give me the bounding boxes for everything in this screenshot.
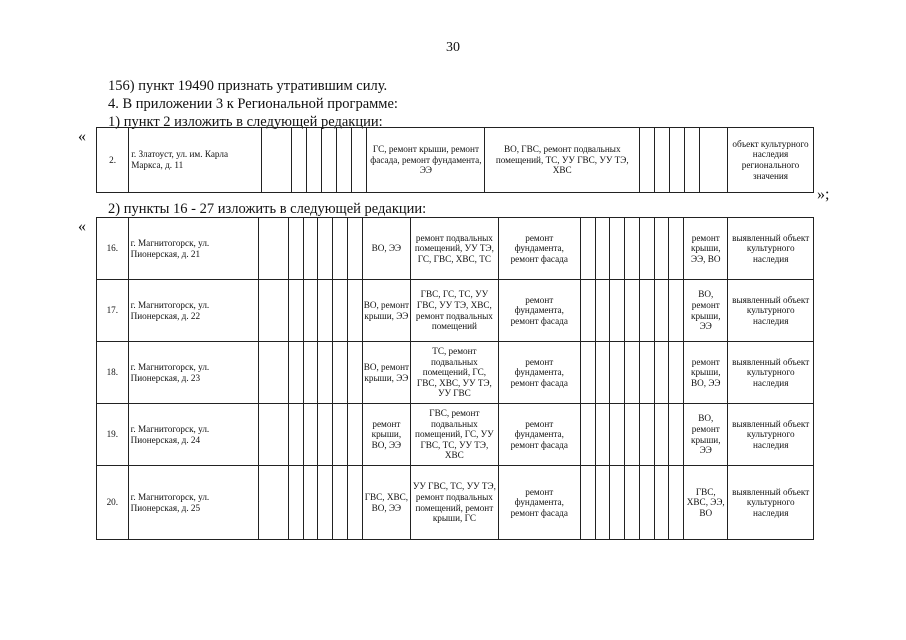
table-row (97, 218, 814, 280)
row-address: г. Магнитогорск, ул. Пионерская, д. 21 (128, 218, 259, 280)
text-line-156: 156) пункт 19490 признать утратившим силу. (108, 78, 388, 94)
row-number: 17. (97, 280, 129, 342)
row-number: 18. (97, 342, 129, 404)
table-point-2 (96, 127, 814, 193)
row-works-c2: ремонт подвальных помещений, УУ ТЭ, ГС, ГВС, ХВС, ТС (411, 218, 499, 280)
row-address: г. Магнитогорск, ул. Пионерская, д. 23 (128, 342, 259, 404)
row-works-c2: ГВС, ГС, ТС, УУ ГВС, УУ ТЭ, ХВС, ремонт подвальных помещений (411, 280, 499, 342)
row-address: г. Магнитогорск, ул. Пионерская, д. 22 (128, 280, 259, 342)
row-works-c2: УУ ГВС, ТС, УУ ТЭ, ремонт подвальных помещений, ремонт крыши, ГС (411, 466, 499, 540)
row-works-c1: ВО, ремонт крыши, ЭЭ (362, 342, 411, 404)
row-works-c3: ремонт фундамента, ремонт фасада (498, 218, 580, 280)
table-row (97, 280, 814, 342)
text-line-appendix: 4. В приложении 3 к Региональной программе: (108, 96, 398, 112)
row-works-c4: ВО, ремонт крыши, ЭЭ (684, 404, 728, 466)
row-works-a: ГС, ремонт крыши, ремонт фасада, ремонт фундамента, ЭЭ (367, 128, 485, 193)
text-line-point2: 1) пункт 2 изложить в следующей редакции: (108, 114, 383, 130)
row-note: объект культурного наследия регионального значения (728, 128, 814, 193)
row-works-c4: ремонт крыши, ВО, ЭЭ (684, 342, 728, 404)
open-quote: « (78, 218, 86, 235)
row-works-c3: ремонт фундамента, ремонт фасада (498, 466, 580, 540)
row-address: г. Магнитогорск, ул. Пионерская, д. 24 (128, 404, 259, 466)
close-quote: »; (817, 186, 830, 203)
table-row (97, 128, 814, 193)
row-address: г. Магнитогорск, ул. Пионерская, д. 25 (128, 466, 259, 540)
row-works-c2: ГВС, ремонт подвальных помещений, ГС, УУ ГВС, ТС, УУ ТЭ, ХВС (411, 404, 499, 466)
row-number: 2. (97, 128, 129, 193)
row-works-b: ВО, ГВС, ремонт подвальных помещений, ТС, УУ ГВС, УУ ТЭ, ХВС (485, 128, 640, 193)
text-line-points16-27: 2) пункты 16 - 27 изложить в следующей редакции: (108, 201, 427, 217)
row-number: 20. (97, 466, 129, 540)
row-works-c4: ремонт крыши, ЭЭ, ВО (684, 218, 728, 280)
row-works-c1: ГВС, ХВС, ВО, ЭЭ (362, 466, 411, 540)
row-works-c1: ВО, ЭЭ (362, 218, 411, 280)
row-works-c1: ремонт крыши, ВО, ЭЭ (362, 404, 411, 466)
row-note: выявленный объект культурного наследия (728, 342, 814, 404)
row-works-c3: ремонт фундамента, ремонт фасада (498, 280, 580, 342)
row-note: выявленный объект культурного наследия (728, 280, 814, 342)
row-works-c2: ТС, ремонт подвальных помещений, ГС, ГВС, ХВС, УУ ТЭ, УУ ГВС (411, 342, 499, 404)
row-note: выявленный объект культурного наследия (728, 466, 814, 540)
open-quote: « (78, 128, 86, 145)
table-points-16-27 (96, 217, 814, 540)
row-note: выявленный объект культурного наследия (728, 404, 814, 466)
row-address: г. Златоуст, ул. им. Карла Маркса, д. 11 (129, 128, 262, 193)
row-works-c1: ВО, ремонт крыши, ЭЭ (362, 280, 411, 342)
row-works-c3: ремонт фундамента, ремонт фасада (498, 404, 580, 466)
page-number: 30 (446, 40, 460, 55)
row-works-c3: ремонт фундамента, ремонт фасада (498, 342, 580, 404)
row-works-c4: ГВС, ХВС, ЭЭ, ВО (684, 466, 728, 540)
row-number: 19. (97, 404, 129, 466)
table-row (97, 466, 814, 540)
table-row (97, 342, 814, 404)
row-number: 16. (97, 218, 129, 280)
table-row (97, 404, 814, 466)
row-works-c4: ВО, ремонт крыши, ЭЭ (684, 280, 728, 342)
row-note: выявленный объект культурного наследия (728, 218, 814, 280)
